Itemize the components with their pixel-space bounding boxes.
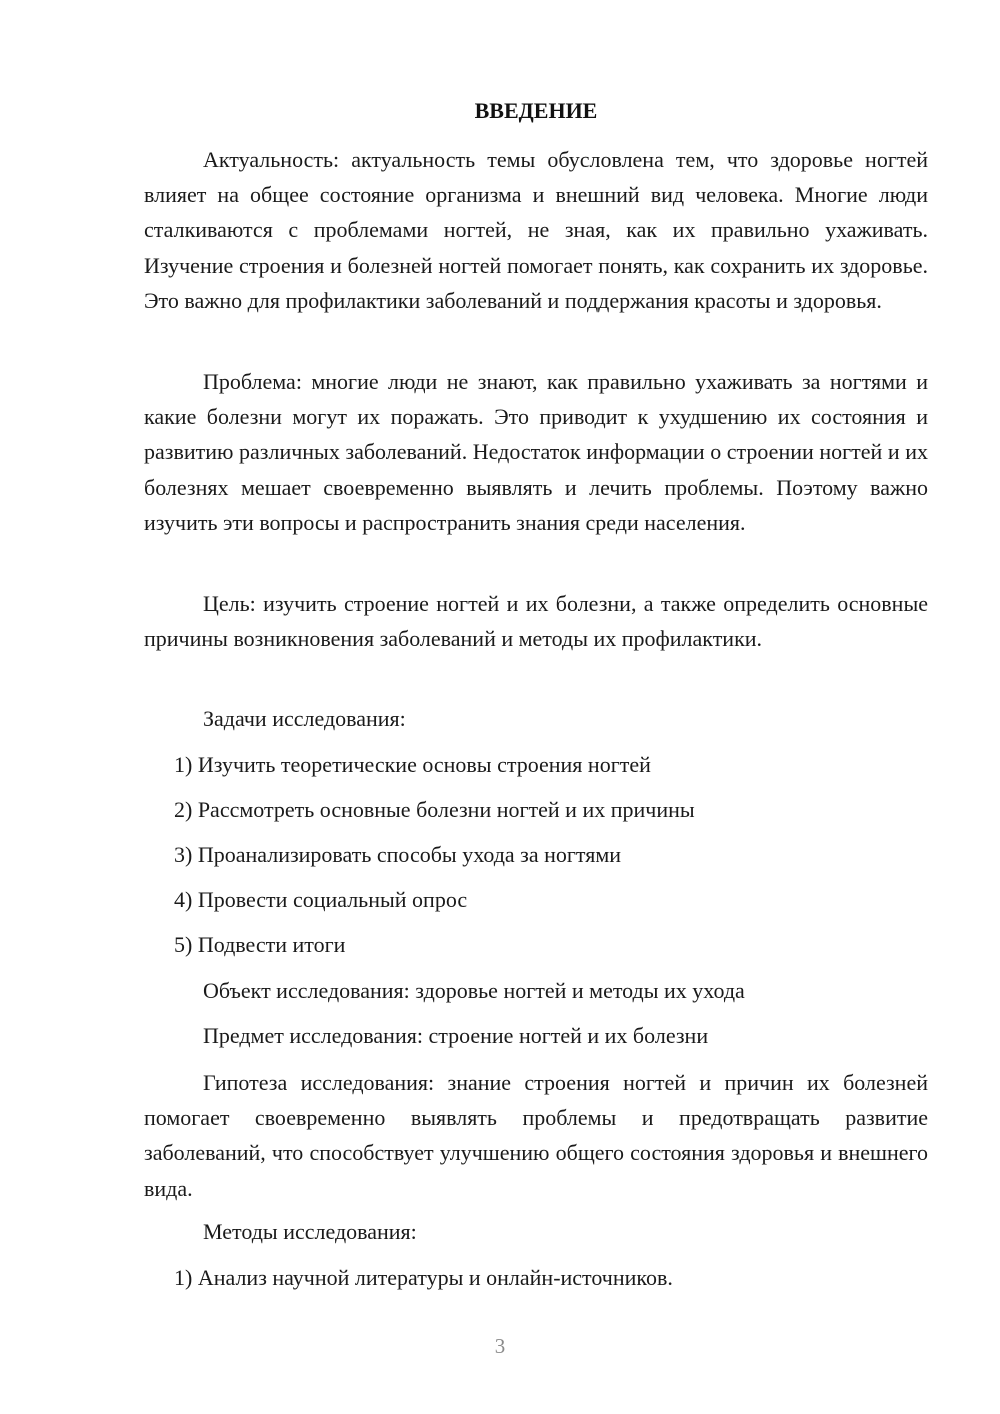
research-object: Объект исследования: здоровье ногтей и методы их ухода bbox=[203, 978, 745, 1003]
list-item: 2) Рассмотреть основные болезни ногтей и их причины bbox=[174, 797, 695, 822]
methods-heading: Методы исследования: bbox=[203, 1219, 417, 1244]
paragraph-hypothesis: Гипотеза исследования: знание строения ногтей и причин их болезней помогает своевременно выявлять проблемы и предотвращать развитие заболеваний, что способствует улучшению общего состояния здоровья и внешнего вида. bbox=[144, 1070, 928, 1201]
list-item: 1) Изучить теоретические основы строения ногтей bbox=[174, 752, 651, 777]
paragraph-relevance: Актуальность: актуальность темы обусловлена тем, что здоровье ногтей влияет на общее состояние организма и внешний вид человека. Многие люди сталкиваются с проблемами ногтей, не зная, как их правильно ухаживать. Изучение строения и болезней ногтей помогает понять, как сохранить их здоровье. Это важно для профилактики заболеваний и поддержания красоты и здоровья. bbox=[144, 147, 928, 313]
paragraph-problem: Проблема: многие люди не знают, как правильно ухаживать за ногтями и какие болезни могут их поражать. Это приводит к ухудшению их состояния и развитию различных заболеваний. Недостаток информации о строении ногтей и их болезнях мешает своевременно выявлять и лечить проблемы. Поэтому важно изучить эти вопросы и распространить знания среди населения. bbox=[144, 369, 928, 535]
tasks-heading: Задачи исследования: bbox=[203, 706, 406, 731]
page-title: ВВЕДЕНИЕ bbox=[474, 98, 598, 123]
list-item: 1) Анализ научной литературы и онлайн-источников. bbox=[174, 1265, 673, 1290]
page-number: 3 bbox=[494, 1334, 506, 1358]
list-item: 5) Подвести итоги bbox=[174, 932, 346, 957]
research-subject: Предмет исследования: строение ногтей и их болезни bbox=[203, 1023, 709, 1048]
list-item: 4) Провести социальный опрос bbox=[174, 887, 468, 912]
list-item: 3) Проанализировать способы ухода за ногтями bbox=[174, 842, 622, 867]
paragraph-goal: Цель: изучить строение ногтей и их болезни, а также определить основные причины возникновения заболеваний и методы их профилактики. bbox=[144, 591, 928, 652]
